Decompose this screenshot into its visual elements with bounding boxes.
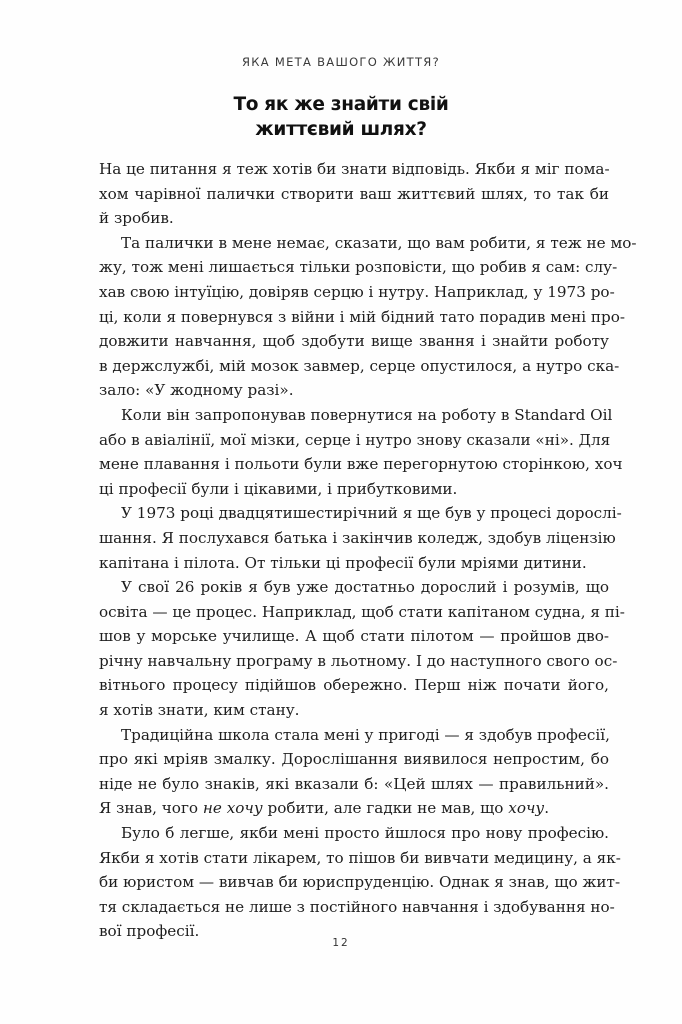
text-line: хом чарівної палички створити ваш життєвий шлях, то так би xyxy=(99,184,609,203)
text-line: вої професії. xyxy=(99,922,200,941)
text-line: освіта — це процес. Наприклад, щоб стати капітаном судна, я пі- xyxy=(99,602,625,621)
text-run: . xyxy=(544,799,550,818)
text-line: ці, коли я повернувся з війни і мій бідний тато порадив мені про- xyxy=(99,307,625,326)
text-line: У свої 26 років я був уже достатньо дорослий і розумів, що xyxy=(121,578,609,597)
text-line: На це питання я теж хотів би знати відповідь. Якби я міг пома- xyxy=(99,160,610,178)
paragraph xyxy=(99,403,623,501)
text-line: або в авіалінії, мої мізки, серце і нутро знову сказали «ні». Для xyxy=(99,430,611,449)
body-text xyxy=(99,157,637,944)
text-run: Я знав, чого xyxy=(99,799,203,818)
text-line: в держслужбі, мій мозок завмер, серце опустилося, а нутро ска- xyxy=(99,356,620,375)
paragraph xyxy=(99,723,609,821)
text-line xyxy=(99,796,609,821)
text-line: про які мріяв змалку. Дорослішання виявилося непростим, бо xyxy=(99,750,609,769)
text-line: би юристом — вивчав би юриспруденцію. Однак я знав, що жит- xyxy=(99,873,621,892)
text-line: Традиційна школа стала мені у пригоді — я здобув професії, xyxy=(121,725,610,744)
text-line: мене плавання і польоти були вже перегорнутою сторінкою, хоч xyxy=(99,455,623,474)
text-line: я хотів знати, ким стану. xyxy=(99,701,300,720)
paragraph xyxy=(99,821,621,944)
running-head: ЯКА МЕТА ВАШОГО ЖИТТЯ? xyxy=(242,55,440,69)
text-line: У 1973 році двадцятишестирічний я ще був у процесі дорослі- xyxy=(121,504,622,523)
text-line: хав свою інтуїцію, довіряв серцю і нутру. Наприклад, у 1973 ро- xyxy=(99,282,615,301)
text-line: шов у морське училище. А щоб стати пілотом — пройшов дво- xyxy=(99,627,609,646)
text-line: й зробив. xyxy=(99,209,174,228)
text-line: Та палички в мене немає, сказати, що вам робити, я теж не мо- xyxy=(121,233,637,252)
text-line: ніде не було знаків, які вказали б: «Цей шлях — правильний». xyxy=(99,774,609,793)
text-line: Було б легше, якби мені просто йшлося про нову професію. xyxy=(121,824,609,843)
text-line: тя складається не лише з постійного навчання і здобування но- xyxy=(99,897,615,916)
text-line: вітнього процесу підійшов обережно. Перш ніж почати його, xyxy=(99,676,609,695)
text-line: річну навчальну програму в льотному. І до наступного свого ос- xyxy=(99,651,618,670)
text-line: Коли він запропонував повернутися на роботу в Standard Oil xyxy=(121,405,613,424)
paragraph xyxy=(99,575,625,723)
text-line: Якби я хотів стати лікарем, то пішов би вивчати медицину, а як- xyxy=(99,848,621,867)
page-number: 12 xyxy=(332,937,350,949)
paragraph xyxy=(99,157,609,231)
emphasis-text: не хочу xyxy=(202,799,263,818)
text-line: капітана і пілота. От тільки ці професії були мріями дитини. xyxy=(99,553,587,572)
emphasis-text: хочу xyxy=(508,799,545,818)
paragraph xyxy=(99,501,622,575)
chapter-title-line-1: То як же знайти свій xyxy=(233,94,449,115)
text-line: довжити навчання, щоб здобути вище звання і знайти роботу xyxy=(99,332,609,351)
text-line: ці професії були і цікавими, і прибутковими. xyxy=(99,479,458,498)
text-run: робити, але гадки не мав, що xyxy=(262,799,509,818)
text-line: жу, тож мені лишається тільки розповісти, що робив я сам: слу- xyxy=(99,258,618,277)
text-line: шання. Я послухався батька і закінчив коледж, здобув ліцензію xyxy=(99,528,616,547)
chapter-title-line-2: життєвий шлях? xyxy=(255,119,427,140)
chapter-title xyxy=(0,92,682,142)
paragraph xyxy=(99,231,637,403)
text-line: зало: «У жодному разі». xyxy=(99,381,294,400)
